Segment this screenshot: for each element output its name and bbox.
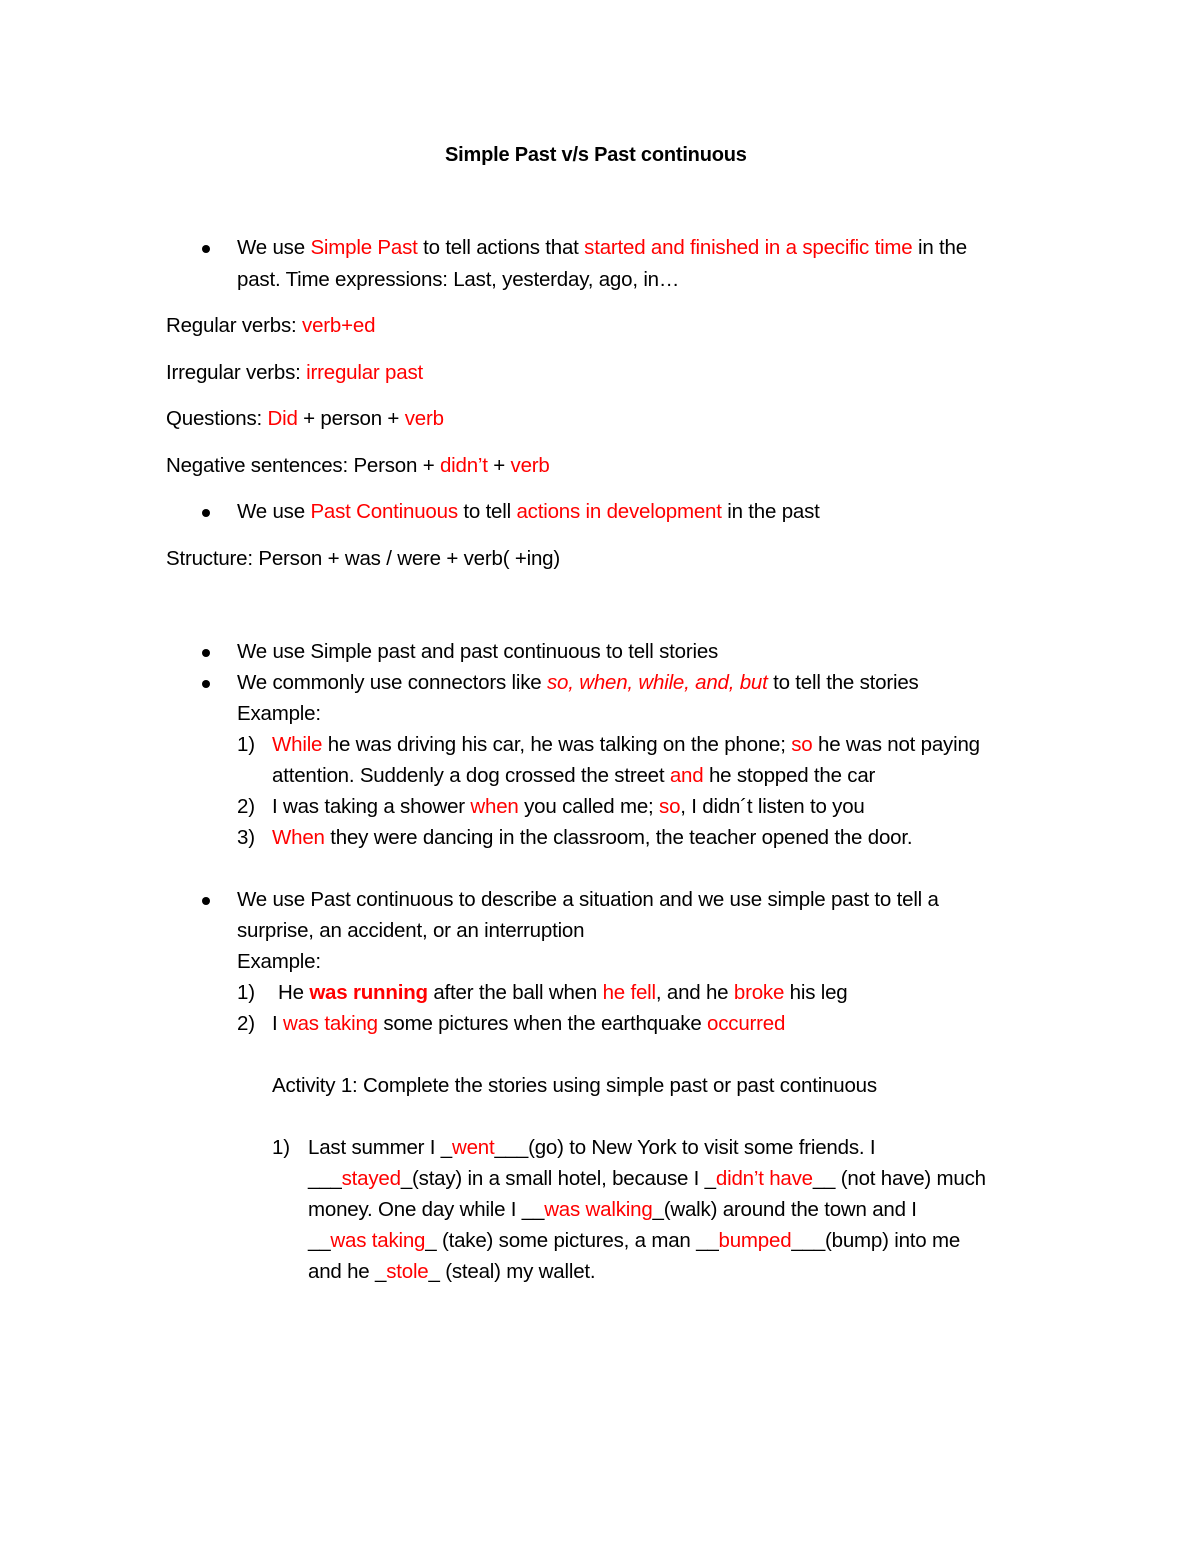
activity-story-line-2: ___stayed_(stay) in a small hotel, because I _didn’t have__ (not have) much: [308, 1167, 986, 1190]
bullet-icon: [202, 649, 210, 657]
negative-sentences-line: Negative sentences: Person + didn’t + verb: [166, 454, 550, 477]
example-1-line-2: attention. Suddenly a dog crossed the street and he stopped the car: [272, 764, 876, 787]
page-title: Simple Past v/s Past continuous: [445, 144, 747, 166]
simple-past-rule-line-2: past. Time expressions: Last, yesterday, ago, in…: [237, 268, 680, 291]
example-label: Example:: [237, 950, 321, 973]
stories-bullet-line: We use Simple past and past continuous to tell stories: [237, 640, 719, 663]
list-number: 1): [272, 1136, 290, 1159]
situation-bullet-line-1: We use Past continuous to describe a situation and we use simple past to tell a: [237, 888, 939, 911]
activity-story-line-5: and he _stole_ (steal) my wallet.: [308, 1260, 596, 1283]
activity-story-line-1: Last summer I _went___(go) to New York to visit some friends. I: [308, 1136, 876, 1159]
list-number: 1): [237, 981, 255, 1004]
structure-line: Structure: Person + was / were + verb( +ing): [166, 547, 560, 570]
regular-verbs-line: Regular verbs: verb+ed: [166, 314, 376, 337]
questions-line: Questions: Did + person + verb: [166, 407, 444, 430]
bullet-icon: [202, 245, 210, 253]
situation-example-2: I was taking some pictures when the earthquake occurred: [272, 1012, 786, 1035]
activity-story-line-4: __was taking_ (take) some pictures, a man __bumped___(bump) into me: [308, 1229, 961, 1252]
past-continuous-rule-line: We use Past Continuous to tell actions in development in the past: [237, 500, 820, 523]
list-number: 2): [237, 1012, 255, 1035]
connectors-bullet-line: We commonly use connectors like so, when, while, and, but to tell the stories: [237, 671, 919, 694]
list-number: 1): [237, 733, 255, 756]
example-2-line: I was taking a shower when you called me; so, I didn´t listen to you: [272, 795, 865, 818]
example-1-line-1: While he was driving his car, he was talking on the phone; so he was not paying: [272, 733, 980, 756]
example-3-line: When they were dancing in the classroom, the teacher opened the door.: [272, 826, 913, 849]
bullet-icon: [202, 509, 210, 517]
activity-title: Activity 1: Complete the stories using simple past or past continuous: [272, 1074, 877, 1097]
irregular-verbs-line: Irregular verbs: irregular past: [166, 361, 423, 384]
bullet-icon: [202, 897, 210, 905]
activity-story-line-3: money. One day while I __was walking_(walk) around the town and I: [308, 1198, 917, 1221]
bullet-icon: [202, 680, 210, 688]
list-number: 3): [237, 826, 255, 849]
example-label: Example:: [237, 702, 321, 725]
list-number: 2): [237, 795, 255, 818]
situation-bullet-line-2: surprise, an accident, or an interruption: [237, 919, 585, 942]
simple-past-rule-line-1: We use Simple Past to tell actions that started and finished in a specific time in the: [237, 236, 967, 259]
situation-example-1: He was running after the ball when he fell, and he broke his leg: [278, 981, 848, 1004]
